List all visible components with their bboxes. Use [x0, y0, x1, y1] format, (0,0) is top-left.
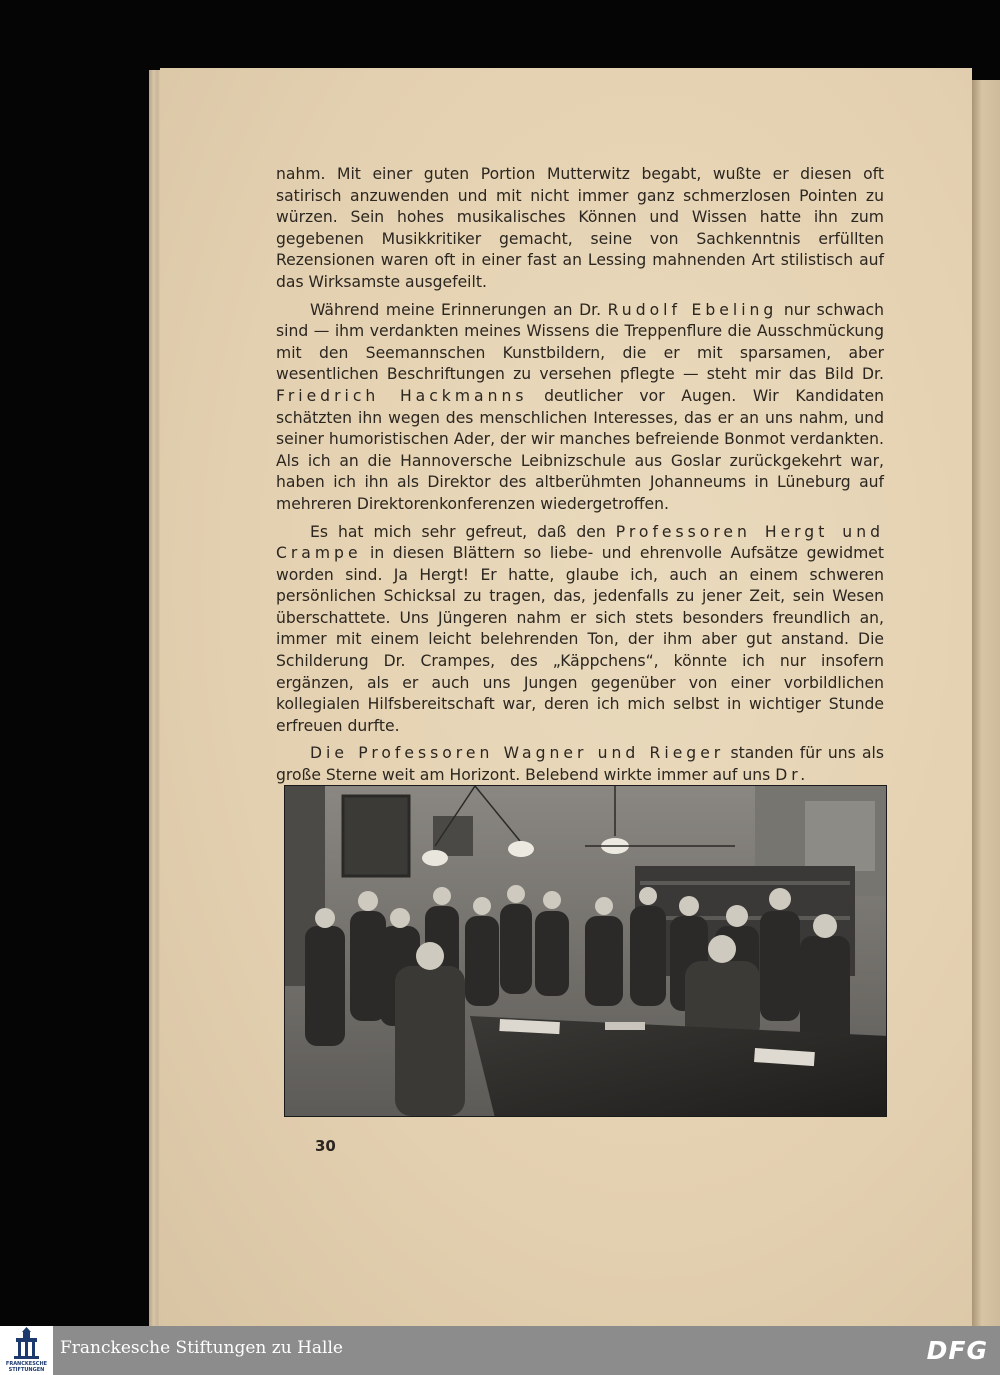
spaced-name: Rudolf Ebeling — [607, 300, 778, 319]
institution-logo[interactable] — [0, 1326, 53, 1375]
spaced-name: Die Professoren Wagner und Rieger — [310, 744, 725, 763]
spaced-name: Dr. — [775, 766, 810, 785]
text-run: standen für uns als große Sterne weit am Horizont. Belebend wirkte immer auf uns — [276, 744, 884, 785]
logo-text: FRANCKESCHE STIFTUNGEN — [5, 1361, 48, 1373]
paragraph — [276, 164, 884, 294]
footer-bar — [0, 1326, 1000, 1375]
spaced-name: Professoren Hergt und Crampe — [276, 522, 884, 563]
paragraph — [276, 743, 884, 786]
text-run: in diesen Blättern so liebe- und ehrenvolle Aufsätze gewidmet worden sind. Ja Hergt! Er hatte, glaube ich, auch an einem schweren persönlichen Schicksal zu tragen, das, jedenfalls zu jener Zeit, sein Wesen überschattete. Uns Jüngeren nahm er sich stets besonders freundlich an, immer mit einem leicht belehrenden Ton, der ihm aber gut anstand. Die Schilderung Dr. Crampes, des „Käppchens“, könnte ich nur insofern ergänzen, als er auch uns Jungen gegenüber von einer vorbildlichen kollegialen Hilfsbereitschaft war, deren ich mich selbst in wichtiger Stunde erfreuen durfte. — [276, 544, 884, 735]
institution-name[interactable]: Franckesche Stiftungen zu Halle — [60, 1338, 343, 1358]
text-run: deutlicher vor Augen. Wir Kandidaten schätzten ihn wegen des menschlichen Interesses, das er an uns nahm, und seiner humoristischen Ader, der wir manches befreiende Bonmot verdankten. Als ich an die Hannoversche Leibnizschule aus Goslar zurückgekehrt war, haben ich ihn als Direktor des altberühmten Johanneums in Lüneburg auf mehreren Direktorenkonferenzen wiedergetroffen. — [276, 386, 884, 513]
spaced-name: Friedrich Hackmanns — [276, 386, 528, 405]
text-run: Während meine Erinnerungen an Dr. — [310, 300, 608, 319]
text-run: nur schwach sind — ihm verdankten meines Wissens die Treppenflure die Ausschmückung mit den Seemannschen Kunstbildern, die er mit sparsamen, aber wesentlichen Beschriftungen zu versehen pflegte — steht mir das Bild Dr. — [276, 300, 885, 384]
page-number: 30 — [315, 1137, 336, 1155]
group-photo-illustration — [285, 786, 887, 1117]
franckesche-logo-icon — [0, 1326, 53, 1362]
dfg-logo[interactable]: DFG — [926, 1336, 988, 1365]
text-run: nahm. Mit einer guten Portion Mutterwitz begabt, wußte er diesen oft satirisch anzuwenden und mit nicht immer ganz schmerzlosen Pointen zu würzen. Sein hohes musikalisches Können und Wissen hatte ihn zum gegebenen Musikkritiker gemacht, seine von Sachkenntnis erfüllten Rezensionen waren oft in einer fast an Lessing mahnenden Art stilistisch auf das Wirksamste ausgefeilt. — [276, 165, 884, 291]
paragraph — [276, 300, 884, 516]
body-text — [276, 164, 884, 793]
group-photo — [284, 785, 887, 1117]
text-run: Es hat mich sehr gefreut, daß den — [310, 522, 616, 541]
facing-page-edge — [972, 80, 1000, 1330]
paragraph — [276, 522, 884, 738]
